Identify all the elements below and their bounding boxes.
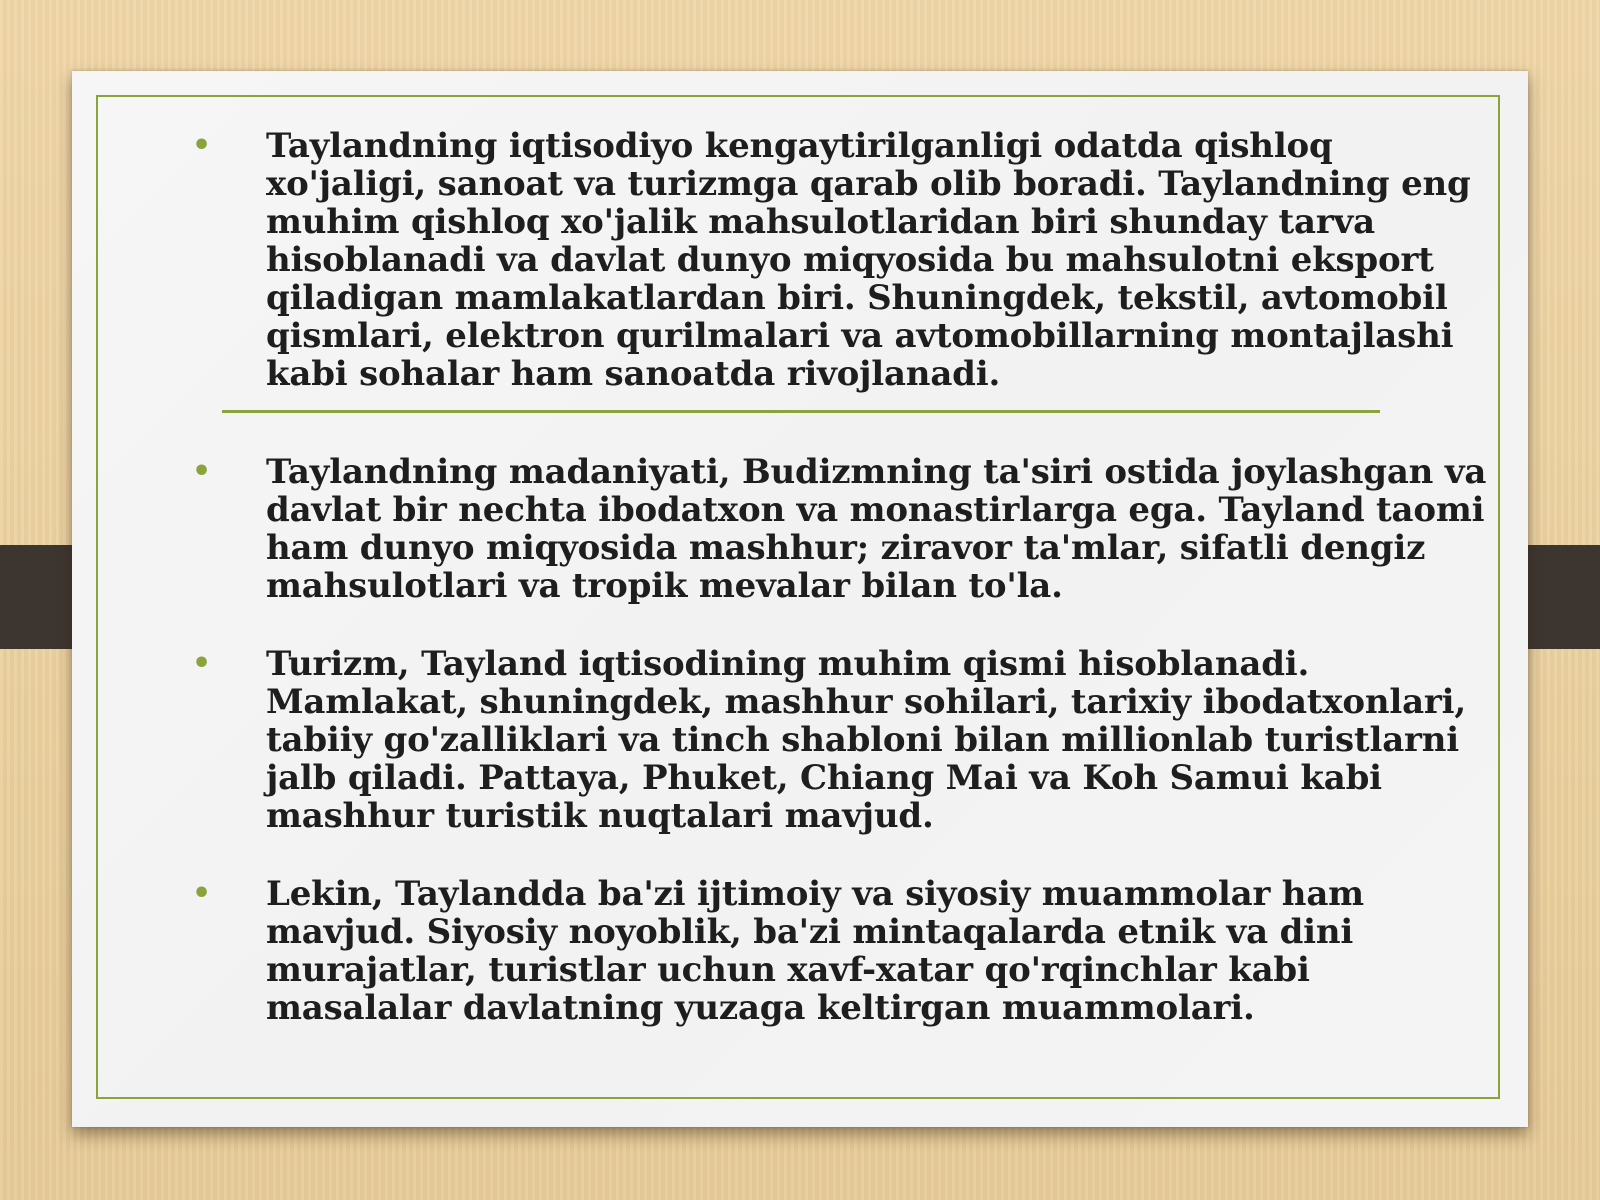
bullet-item-tourism [190, 645, 1490, 835]
bullet-text: Lekin, Taylandda ba'zi ijtimoiy va siyosiy muammolar ham mavjud. Siyosiy noyoblik, ba'zi mintaqalarda etnik va dini murajatlar, turistlar uchun xavf-xatar qo'rqinchlar kabi masalalar davlatning yuzaga keltirgan muammolari. [266, 874, 1364, 1028]
bullet-icon: • [192, 646, 211, 681]
bullet-list [190, 127, 1490, 1027]
bullet-text: Taylandning madaniyati, Budizmning ta'siri ostida joylashgan va davlat bir nechta ibodatxon va monastirlarga ega. Tayland taomi ham dunyo miqyosida mashhur; ziravor ta'mlar, sifatli dengiz mahsulotlari va tropik mevalar bilan to'la. [266, 452, 1487, 606]
slide-card [72, 71, 1528, 1127]
section-divider [222, 410, 1380, 413]
bullet-icon: • [192, 454, 211, 489]
bullet-icon: • [192, 128, 211, 163]
bullet-text: Taylandning iqtisodiyo kengaytirilganligi odatda qishloq xo'jaligi, sanoat va turizmga qarab olib boradi. Taylandning eng muhim qishloq xo'jalik mahsulotlaridan biri shunday tarva hisoblanadi va davlat dunyo miqyosida bu mahsulotni eksport qiladigan mamlakatlardan biri. Shuningdek, tekstil, avtomobil qismlari, elektron qurilmalari va avtomobillarning montajlashi kabi sohalar ham sanoatda rivojlanadi. [266, 126, 1471, 394]
bullet-item-economy [190, 127, 1490, 393]
bullet-icon: • [192, 876, 211, 911]
bullet-text: Turizm, Tayland iqtisodining muhim qismi hisoblanadi. Mamlakat, shuningdek, mashhur sohilari, tarixiy ibodatxonlari, tabiiy go'zalliklari va tinch shabloni bilan millionlab turistlarni jalb qiladi. Pattaya, Phuket, Chiang Mai va Koh Samui kabi mashhur turistik nuqtalari mavjud. [266, 644, 1466, 836]
bullet-item-culture [190, 453, 1490, 605]
bullet-item-problems [190, 875, 1490, 1027]
